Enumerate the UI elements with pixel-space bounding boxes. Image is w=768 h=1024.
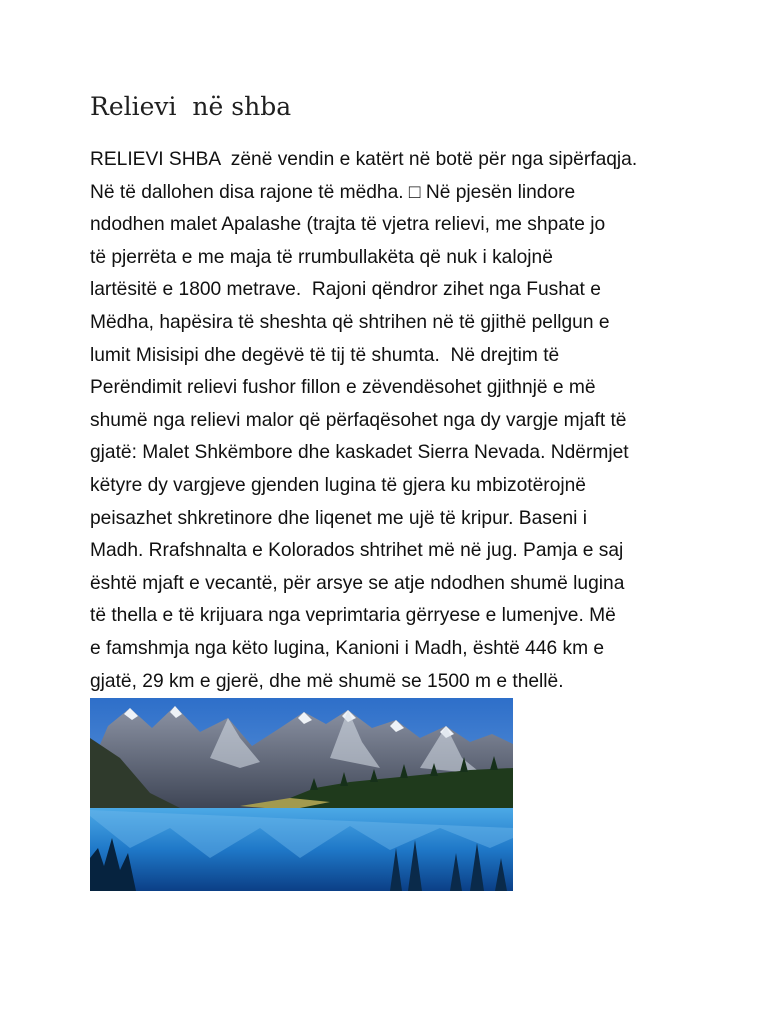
body-line: Mëdha, hapësira të sheshta që shtrihen në të gjithë pellgun e [90,311,610,333]
body-line: Perëndimit relievi fushor fillon e zëvendësohet gjithnjë e më [90,377,596,399]
body-line: të pjerrëta e me maja të rrumbullakëta që nuk i kalojnë [90,246,553,268]
body-line: e famshmja nga këto lugina, Kanioni i Madh, është 446 km e [90,637,605,659]
body-line: Madh. Rrafshnalta e Kolorados shtrihet më në jug. Pamja e saj [90,540,624,562]
body-line: të thella e të krijuara nga veprimtaria gërryese e lumenjve. Më [90,605,616,627]
body-line: është mjaft e vecantë, për arsye se atje ndodhen shumë lugina [90,572,625,594]
body-line: Në të dallohen disa rajone të mëdha. □ Në pjesën lindore [90,181,576,203]
body-line: gjatë, 29 km e gjerë, dhe më shumë se 1500 m e thellë. [90,670,564,692]
body-line: gjatë: Malet Shkëmbore dhe kaskadet Sierra Nevada. Ndërmjet [90,442,629,464]
body-line: ndodhen malet Apalashe (trajta të vjetra relievi, me shpate jo [90,214,606,236]
body-line: lumit Misisipi dhe degëvë të tij të shumta. Në drejtim të [90,344,560,366]
body-line: lartësitë e 1800 metrave. Rajoni qëndror zihet nga Fushat e [90,279,601,301]
body-line: RELIEVI SHBA zënë vendin e katërt në botë për nga sipërfaqja. [90,149,638,170]
body-line: shumë nga relievi malor që përfaqësohet nga dy vargje mjaft të [90,409,627,431]
body-line: këtyre dy vargjeve gjenden lugina të gjera ku mbizotërojnë [90,474,586,496]
body-line: peisazhet shkretinore dhe liqenet me ujë të kripur. Baseni i [90,507,588,529]
document-title: Relievi në shba [90,92,292,121]
mountain-lake-photo [90,698,513,891]
body-paragraph [90,144,680,698]
